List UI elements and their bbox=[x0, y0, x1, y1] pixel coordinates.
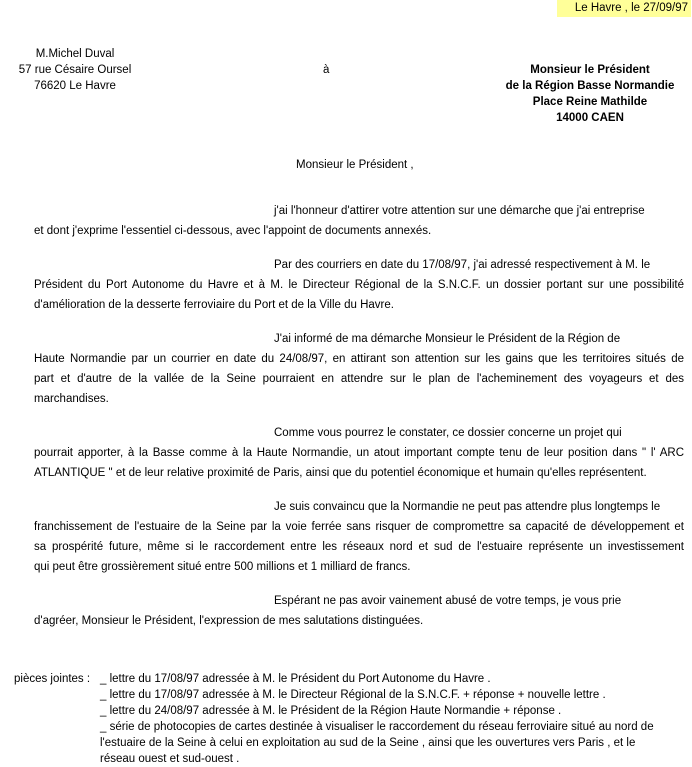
paragraph-line: Je suis convaincu que la Normandie ne peut pas attendre plus longtemps le bbox=[274, 501, 661, 513]
to-word: à bbox=[323, 64, 330, 76]
paragraph-4 bbox=[34, 423, 684, 483]
attachments-list bbox=[100, 671, 680, 767]
paragraph-6 bbox=[34, 591, 684, 631]
recipient-city: 14000 CAEN bbox=[556, 112, 624, 124]
paragraph-line: franchissement de l'estuaire de la Seine par la voie ferrée sans risquer de compromettre sa capacité de développement et bbox=[34, 521, 684, 533]
sender-name: M.Michel Duval bbox=[35, 48, 115, 60]
paragraph-line: J'ai informé de ma démarche Monsieur le Président de la Région de bbox=[274, 333, 621, 345]
attachment-item: _ lettre du 17/08/97 adressée à M. le Président du Port Autonome du Havre . bbox=[100, 673, 491, 685]
recipient-address bbox=[490, 62, 690, 126]
attachment-item-line: l'estuaire de la Seine à celui en exploitation au sud de la Seine , ainsi que les ouvertures vers Paris , et le bbox=[100, 737, 636, 749]
recipient-street: Place Reine Mathilde bbox=[532, 96, 648, 108]
paragraph-line: Comme vous pourrez le constater, ce dossier concerne un projet qui bbox=[274, 427, 622, 439]
paragraph-line: ATLANTIQUE " et de leur relative proximité de Paris, ainsi que du potentiel économique et humain qu'elles représentent. bbox=[34, 467, 647, 479]
paragraph-line: Président du Port Autonome du Havre et à M. le Directeur Régional de la S.N.C.F. un dossier portant sur une possibilité bbox=[34, 279, 684, 291]
letter-date: Le Havre , le 27/09/97 bbox=[557, 0, 691, 17]
paragraph-line: qui peut être grossièrement situé entre 500 millions et 1 milliard de francs. bbox=[34, 561, 411, 573]
paragraph-line: Haute Normandie par un courrier en date du 24/08/97, en attirant son attention sur les gains que les territoires situés de bbox=[34, 353, 684, 365]
paragraph-line: Espérant ne pas avoir vainement abusé de votre temps, je vous prie bbox=[274, 595, 622, 607]
paragraph-1 bbox=[34, 201, 684, 241]
paragraph-line: part et d'autre de la vallée de la Seine pourraient en attendre sur le plan de l'acheminement des voyageurs et des bbox=[34, 373, 684, 385]
paragraph-line: d'amélioration de la desserte ferroviaire du Port et de la Ville du Havre. bbox=[34, 299, 394, 311]
sender-city: 76620 Le Havre bbox=[34, 80, 116, 92]
paragraph-line: pourrait apporter, à la Basse comme à la Haute Normandie, un atout important compte tenu de leur position dans " l' ARC bbox=[34, 447, 684, 459]
paragraph-2 bbox=[34, 255, 684, 315]
recipient-title: Monsieur le Président bbox=[530, 64, 650, 76]
attachment-item: _ série de photocopies de cartes destinée à visualiser le raccordement du réseau ferroviaire situé au nord de bbox=[100, 721, 654, 733]
attachments-label: pièces jointes : bbox=[14, 673, 91, 685]
salutation: Monsieur le Président , bbox=[296, 159, 414, 171]
paragraph-line: et dont j'exprime l'essentiel ci-dessous, avec l'appoint de documents annexés. bbox=[34, 225, 432, 237]
attachment-item: _ lettre du 24/08/97 adressée à M. le Président de la Région Haute Normandie + réponse . bbox=[100, 705, 562, 717]
paragraph-line: marchandises. bbox=[34, 393, 109, 405]
paragraph-line: Par des courriers en date du 17/08/97, j'ai adressé respectivement à M. le bbox=[274, 259, 651, 271]
paragraph-line: j'ai l'honneur d'attirer votre attention sur une démarche que j'ai entreprise bbox=[274, 205, 645, 217]
paragraph-5 bbox=[34, 497, 684, 577]
paragraph-3 bbox=[34, 329, 684, 409]
sender-address bbox=[0, 46, 150, 94]
sender-street: 57 rue Césaire Oursel bbox=[18, 64, 132, 76]
recipient-region: de la Région Basse Normandie bbox=[505, 80, 675, 92]
paragraph-line: d'agréer, Monsieur le Président, l'expression de mes salutations distinguées. bbox=[34, 615, 424, 627]
attachment-item-line: réseau ouest et sud-ouest . bbox=[100, 753, 240, 765]
paragraph-line: sa prospérité future, même si le raccordement entre les réseaux nord et sud de l'estuaire représente un investissement bbox=[34, 541, 684, 553]
attachment-item: _ lettre du 17/08/97 adressée à M. le Directeur Régional de la S.N.C.F. + réponse + nouvelle lettre . bbox=[100, 689, 606, 701]
